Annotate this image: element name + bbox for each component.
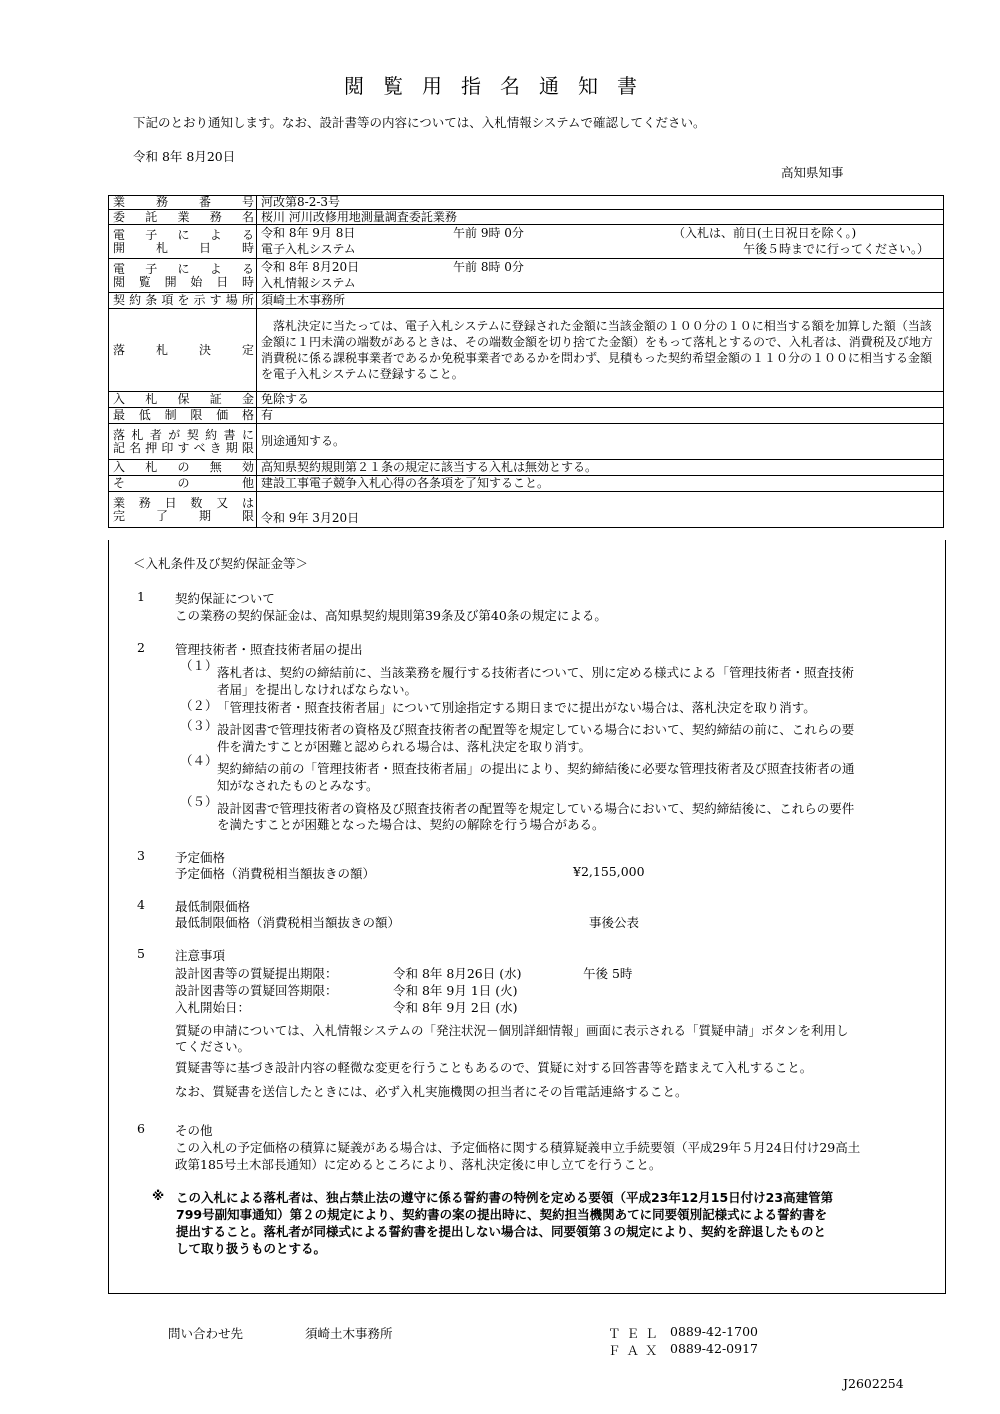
contact-label: 問い合わせ先	[168, 1326, 244, 1341]
label-text: 入 札 の 無 効	[113, 460, 254, 474]
s2-item-2-number: （２）	[180, 698, 218, 713]
etsuran-date: 令和 8年 8月20日	[261, 259, 360, 274]
label-text: 落 札 者 が 契 約 書 に	[113, 427, 254, 442]
etsuran-system: 入札情報システム	[261, 275, 356, 290]
tel-number: 0889-42-1700	[670, 1324, 758, 1339]
s2-item-2-text: 「管理技術者・照査技術者届」について別途指定する期日までに提出がない場合は、落札決定を取り消す。	[217, 700, 816, 715]
document-id: J2602254	[843, 1376, 904, 1391]
value-sonota: 建設工事電子競争入札心得の各条項を了知すること。	[257, 476, 944, 492]
q1-label: 設計図書等の質疑提出期限：	[175, 966, 338, 981]
s5-paragraph-3: なお、質疑書を送信したときには、必ず入札実施機関の担当者にその旨電話連絡すること。	[175, 1084, 688, 1099]
s2-item-4-number: （４）	[180, 753, 218, 768]
s2-item-5-text: 設計図書で管理技術者の資格及び照査技術者の配置等を規定している場合において、契約締結後に、これらの要件	[217, 801, 855, 816]
label-text: 委 託 業 務 名	[113, 209, 254, 224]
section-6-title: その他	[175, 1123, 213, 1138]
label-text: 開 札 日 時	[113, 240, 254, 255]
yotei-kakaku-value: ¥2,155,000	[573, 864, 645, 879]
kaisatsu-time: 午前 9時 0分	[453, 225, 524, 240]
fax-number: 0889-42-0917	[670, 1341, 758, 1356]
s2-item-4-text-2: 知がなされたものとみなす。	[217, 778, 379, 793]
saitei-kakaku-value: 事後公表	[589, 915, 640, 930]
label-kaisatsu	[109, 225, 257, 259]
s2-item-1-number: （１）	[180, 658, 218, 673]
s2-item-1-text: 落札者は、契約の締結前に、当該業務を履行する技術者について、別に定める様式による「管理技術者・照査技術	[217, 665, 855, 680]
s2-item-5-number: （５）	[180, 794, 218, 809]
q2-label: 設計図書等の質疑回答期限：	[175, 983, 338, 998]
s2-item-3-text: 設計図書で管理技術者の資格及び照査技術者の配置等を規定している場合において、契約締結の前に、これらの要	[217, 722, 855, 737]
label-kanryo	[109, 492, 257, 528]
label-text: そ の 他	[113, 476, 254, 490]
s5-paragraph-2: 質疑書等に基づき設計内容の軽微な変更を行うこともあるので、質疑に対する回答書等を踏まえて入札すること。	[175, 1060, 813, 1075]
section-5-number: 5	[137, 946, 145, 961]
section-6-number: 6	[137, 1121, 145, 1136]
kaisatsu-note-1: （入札は、前日(土日祝日を除く。)	[673, 225, 857, 240]
s5-paragraph-1-cont: てください。	[175, 1039, 251, 1054]
value-itaku: 桜川 河川改修用地測量調査委託業務	[257, 210, 944, 225]
section-4-label: 最低制限価格（消費税相当額抜きの額）	[175, 915, 401, 930]
value-kimei: 別途通知する。	[257, 424, 944, 460]
s2-item-4-text: 契約締結の前の「管理技術者・照査技術者届」の提出により、契約締結後に必要な管理技術者及び照査技術者の通	[217, 761, 855, 776]
label-kimei	[109, 424, 257, 460]
section-2-number: 2	[137, 640, 145, 655]
label-itaku	[109, 210, 257, 225]
kaisatsu-note-2: 午後５時までに行ってください。）	[742, 241, 929, 256]
value-keiyaku-place: 須崎土木事務所	[257, 293, 944, 309]
kanryo-text: 令和 9年 3月20日	[261, 511, 360, 525]
label-text: 業 務 日 数 又 は	[113, 495, 254, 510]
section-6-text: この入札の予定価格の積算に疑義がある場合は、予定価格に関する積算疑義申立手続要領（平成29年５月24日付け29高土	[175, 1140, 861, 1155]
fax-label: ＦＡＸ	[608, 1343, 664, 1358]
value-etsuran	[257, 259, 944, 293]
label-gyomu-bango	[109, 196, 257, 210]
label-text: 電 子 に よ る	[113, 227, 254, 242]
q3-label: 入札開始日：	[175, 1000, 251, 1015]
label-saitei	[109, 408, 257, 424]
section-1-number: 1	[137, 589, 145, 604]
label-rakusatsu	[109, 309, 257, 392]
label-text: 記 名 押 印 す べ き 期 限	[113, 440, 254, 455]
label-text: 落 札 決 定	[113, 342, 254, 357]
document-title: 閲覧用指名通知書	[344, 74, 656, 98]
info-table	[108, 195, 944, 528]
note-line-3: 提出すること。落札者が同様式による誓約書を提出しない場合は、同要領第３の規定により、契約を辞退したものと	[176, 1224, 827, 1239]
label-text: 最 低 制 限 価 格	[113, 408, 254, 422]
issuer: 高知県知事	[781, 165, 844, 180]
note-line-4: して取り扱うものとする。	[176, 1241, 327, 1256]
section-4-number: 4	[137, 897, 145, 912]
section-5-title: 注意事項	[175, 948, 226, 963]
section-1-title: 契約保証について	[175, 591, 275, 606]
section-4-title: 最低制限価格	[175, 899, 251, 914]
value-rakusatsu	[257, 309, 944, 392]
q1-time: 午後 5時	[583, 966, 633, 981]
section-3-label: 予定価格（消費税相当額抜きの額）	[175, 866, 376, 881]
etsuran-time: 午前 8時 0分	[453, 259, 524, 274]
section-3-title: 予定価格	[175, 850, 226, 865]
issue-date: 令和 8年 8月20日	[133, 149, 236, 164]
conditions-heading: ＜入札条件及び契約保証金等＞	[133, 556, 309, 571]
value-mukou: 高知県契約規則第２１条の規定に該当する入札は無効とする。	[257, 460, 944, 476]
label-text: 閲 覧 開 始 日 時	[113, 274, 254, 289]
q2-value: 令和 8年 9月 1日 (火)	[393, 983, 518, 998]
section-6-text-2: 政第185号土木部長通知）に定めるところにより、落札決定後に申し立てを行うこと。	[175, 1157, 662, 1172]
value-gyomu-bango: 河改第8-2-3号	[257, 196, 944, 210]
label-keiyaku-place	[109, 293, 257, 309]
label-sonota	[109, 476, 257, 492]
contact-office: 須崎土木事務所	[305, 1326, 393, 1341]
kaisatsu-system: 電子入札システム	[261, 241, 356, 256]
tel-label: ＴＥＬ	[608, 1326, 664, 1341]
s5-paragraph-1: 質疑の申請については、入札情報システムの「発注状況－個別詳細情報」画面に表示される「質疑申請」ボタンを利用し	[175, 1023, 849, 1038]
label-text: 入 札 保 証 金	[113, 392, 254, 406]
section-3-number: 3	[137, 848, 145, 863]
rakusatsu-text: 落札決定に当たっては、電子入札システムに登録された金額に当該金額の１００分の１０に相当する額を加算した額（当該金額に１円未満の端数があるときは、その端数金額を切り捨てた金額）をもって落札とするので、入札者は、消費税及び地方消費税に係る課税事業者であるか免税事業者であるかを問わず、見積もった契約希望金額の１１０分の１００に相当する金額を電子入札システムに登録すること。	[261, 319, 933, 381]
label-mukou	[109, 460, 257, 476]
label-text: 契 約 条 項 を 示 す 場 所	[113, 293, 254, 307]
s2-item-5-text-2: を満たすことが困難となった場合は、契約の解除を行う場合がある。	[217, 817, 605, 832]
q3-value: 令和 8年 9月 2日 (水)	[393, 1000, 518, 1015]
label-text: 業 務 番 号	[113, 195, 254, 209]
note-line-2: 799号副知事通知）第２の規定により、契約書の案の提出時に、契約担当機関あてに同要領別記様式による誓約書を	[176, 1207, 828, 1222]
label-etsuran	[109, 259, 257, 293]
value-kaisatsu	[257, 225, 944, 259]
value-hosho: 免除する	[257, 392, 944, 408]
s2-item-3-number: （３）	[180, 718, 218, 733]
intro-text: 下記のとおり通知します。なお、設計書等の内容については、入札情報システムで確認してください。	[133, 115, 706, 130]
kaisatsu-date: 令和 8年 9月 8日	[261, 225, 356, 240]
note-line-1: この入札による落札者は、独占禁止法の遵守に係る誓約書の特例を定める要領（平成23年12月15日付け23高建管第	[176, 1190, 834, 1205]
value-kanryo	[257, 492, 944, 528]
section-1-text: この業務の契約保証金は、高知県契約規則第39条及び第40条の規定による。	[175, 608, 607, 623]
note-mark: ※	[152, 1188, 165, 1203]
section-2-title: 管理技術者・照査技術者届の提出	[175, 642, 363, 657]
s2-item-3-text-2: 件を満たすことが困難と認められる場合は、落札決定を取り消す。	[217, 739, 592, 754]
label-text: 電 子 に よ る	[113, 261, 254, 276]
label-hosho	[109, 392, 257, 408]
q1-value: 令和 8年 8月26日 (水)	[393, 966, 522, 981]
value-saitei: 有	[257, 408, 944, 424]
label-text: 完 了 期 限	[113, 508, 254, 523]
s2-item-1-text-2: 者届」を提出しなければならない。	[217, 682, 418, 697]
